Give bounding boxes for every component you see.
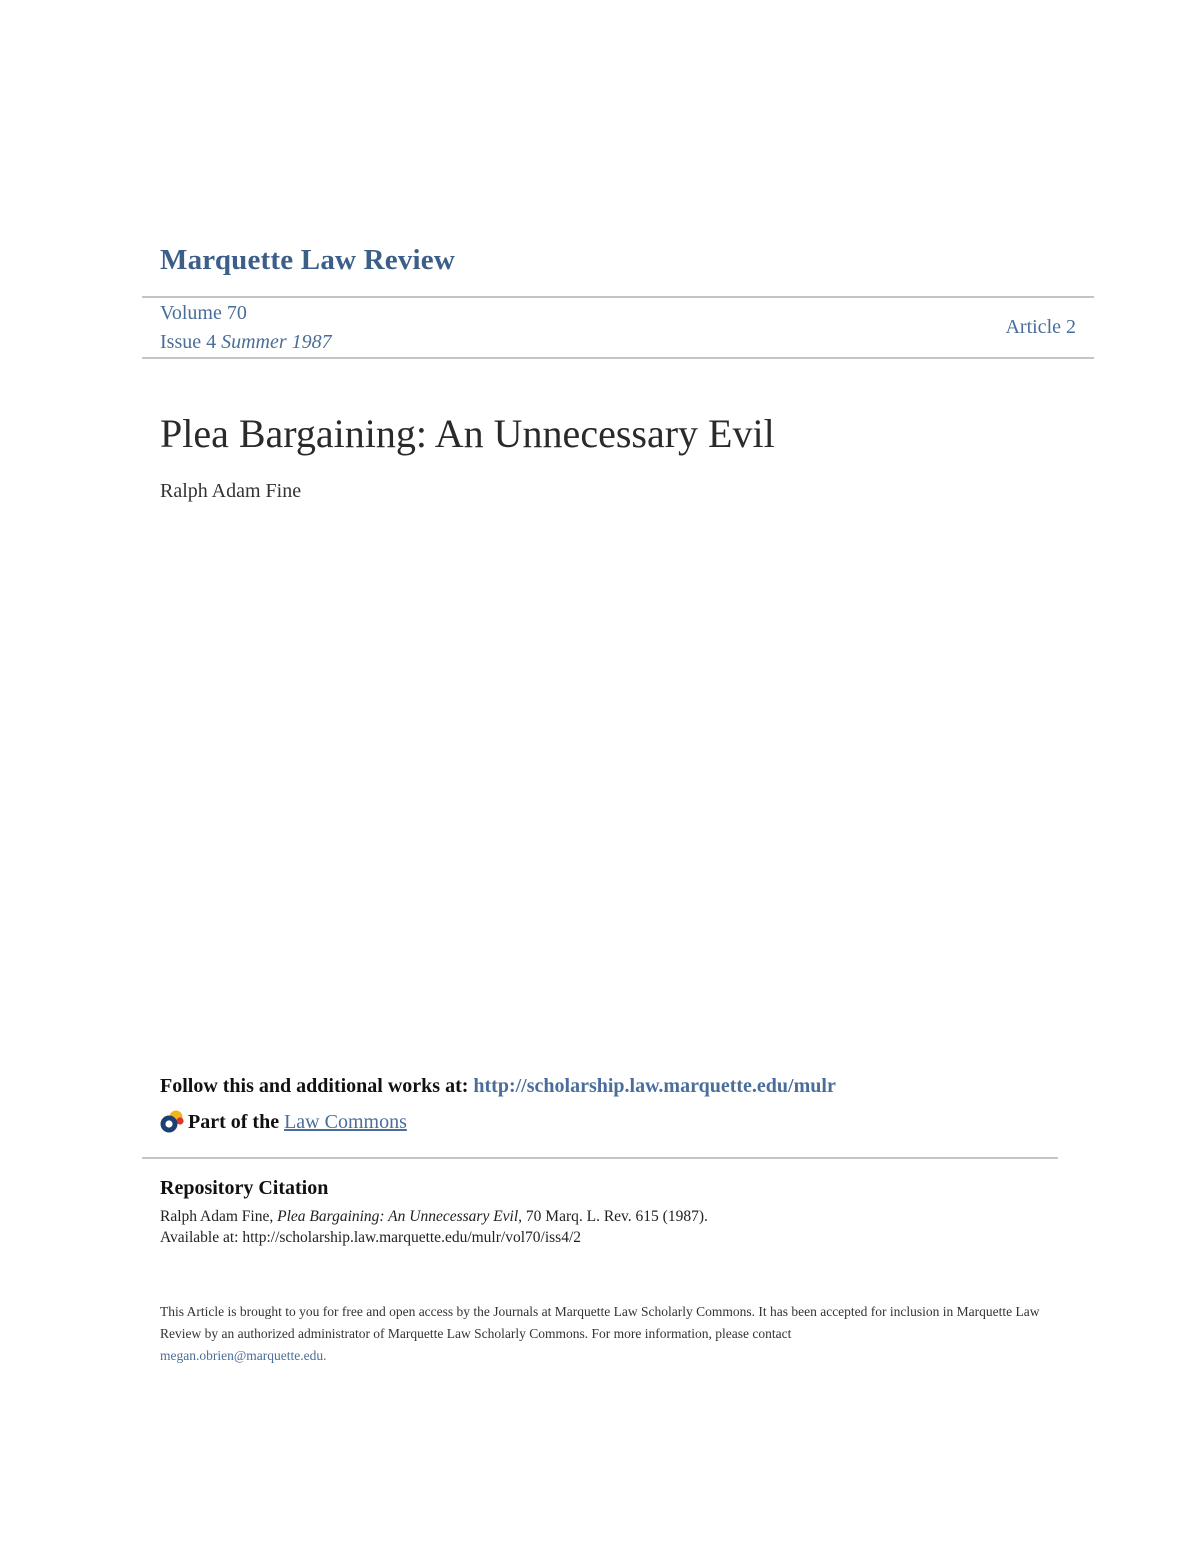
- follow-line: [160, 1075, 836, 1098]
- issue-number: Issue 4: [160, 331, 217, 353]
- commons-network-icon: [158, 1108, 186, 1136]
- issue-link[interactable]: [160, 331, 332, 354]
- citation-title: Plea Bargaining: An Unnecessary Evil,: [277, 1208, 523, 1225]
- article-link[interactable]: Article 2: [1005, 316, 1076, 338]
- journal-title[interactable]: Marquette Law Review: [160, 244, 456, 276]
- follow-label: Follow this and additional works at:: [160, 1075, 469, 1097]
- citation-available-at: Available at: http://scholarship.law.marquette.edu/mulr/vol70/iss4/2: [160, 1229, 581, 1246]
- follow-url-link[interactable]: http://scholarship.law.marquette.edu/mulr: [473, 1075, 836, 1097]
- citation-author: Ralph Adam Fine,: [160, 1208, 274, 1225]
- header-bottom-rule: [142, 357, 1094, 359]
- citation-rule: [142, 1157, 1058, 1159]
- volume-link[interactable]: Volume 70: [160, 302, 247, 324]
- part-of-line: [158, 1108, 407, 1136]
- header-top-rule: [142, 296, 1094, 298]
- disclaimer-text: This Article is brought to you for free and open access by the Journals at Marquette Law Scholarly Commons. It has been accepted for inclusion in Marquette Law Review by an authorized administrator of Marquette Law Scholarly Commons. For more information, please contact: [160, 1304, 1040, 1341]
- citation-text: [160, 1208, 708, 1226]
- law-commons-link[interactable]: Law Commons: [284, 1110, 407, 1133]
- citation-source: 70 Marq. L. Rev. 615 (1987).: [525, 1208, 708, 1225]
- author-link[interactable]: Ralph Adam Fine: [160, 480, 302, 502]
- open-access-disclaimer: [160, 1301, 1040, 1367]
- contact-email-link[interactable]: megan.obrien@marquette.edu.: [160, 1348, 327, 1363]
- issue-season: Summer 1987: [221, 331, 332, 353]
- repository-citation-heading: Repository Citation: [160, 1177, 329, 1199]
- part-of-label: Part of the: [188, 1110, 280, 1133]
- paper-title: Plea Bargaining: An Unnecessary Evil: [160, 411, 775, 456]
